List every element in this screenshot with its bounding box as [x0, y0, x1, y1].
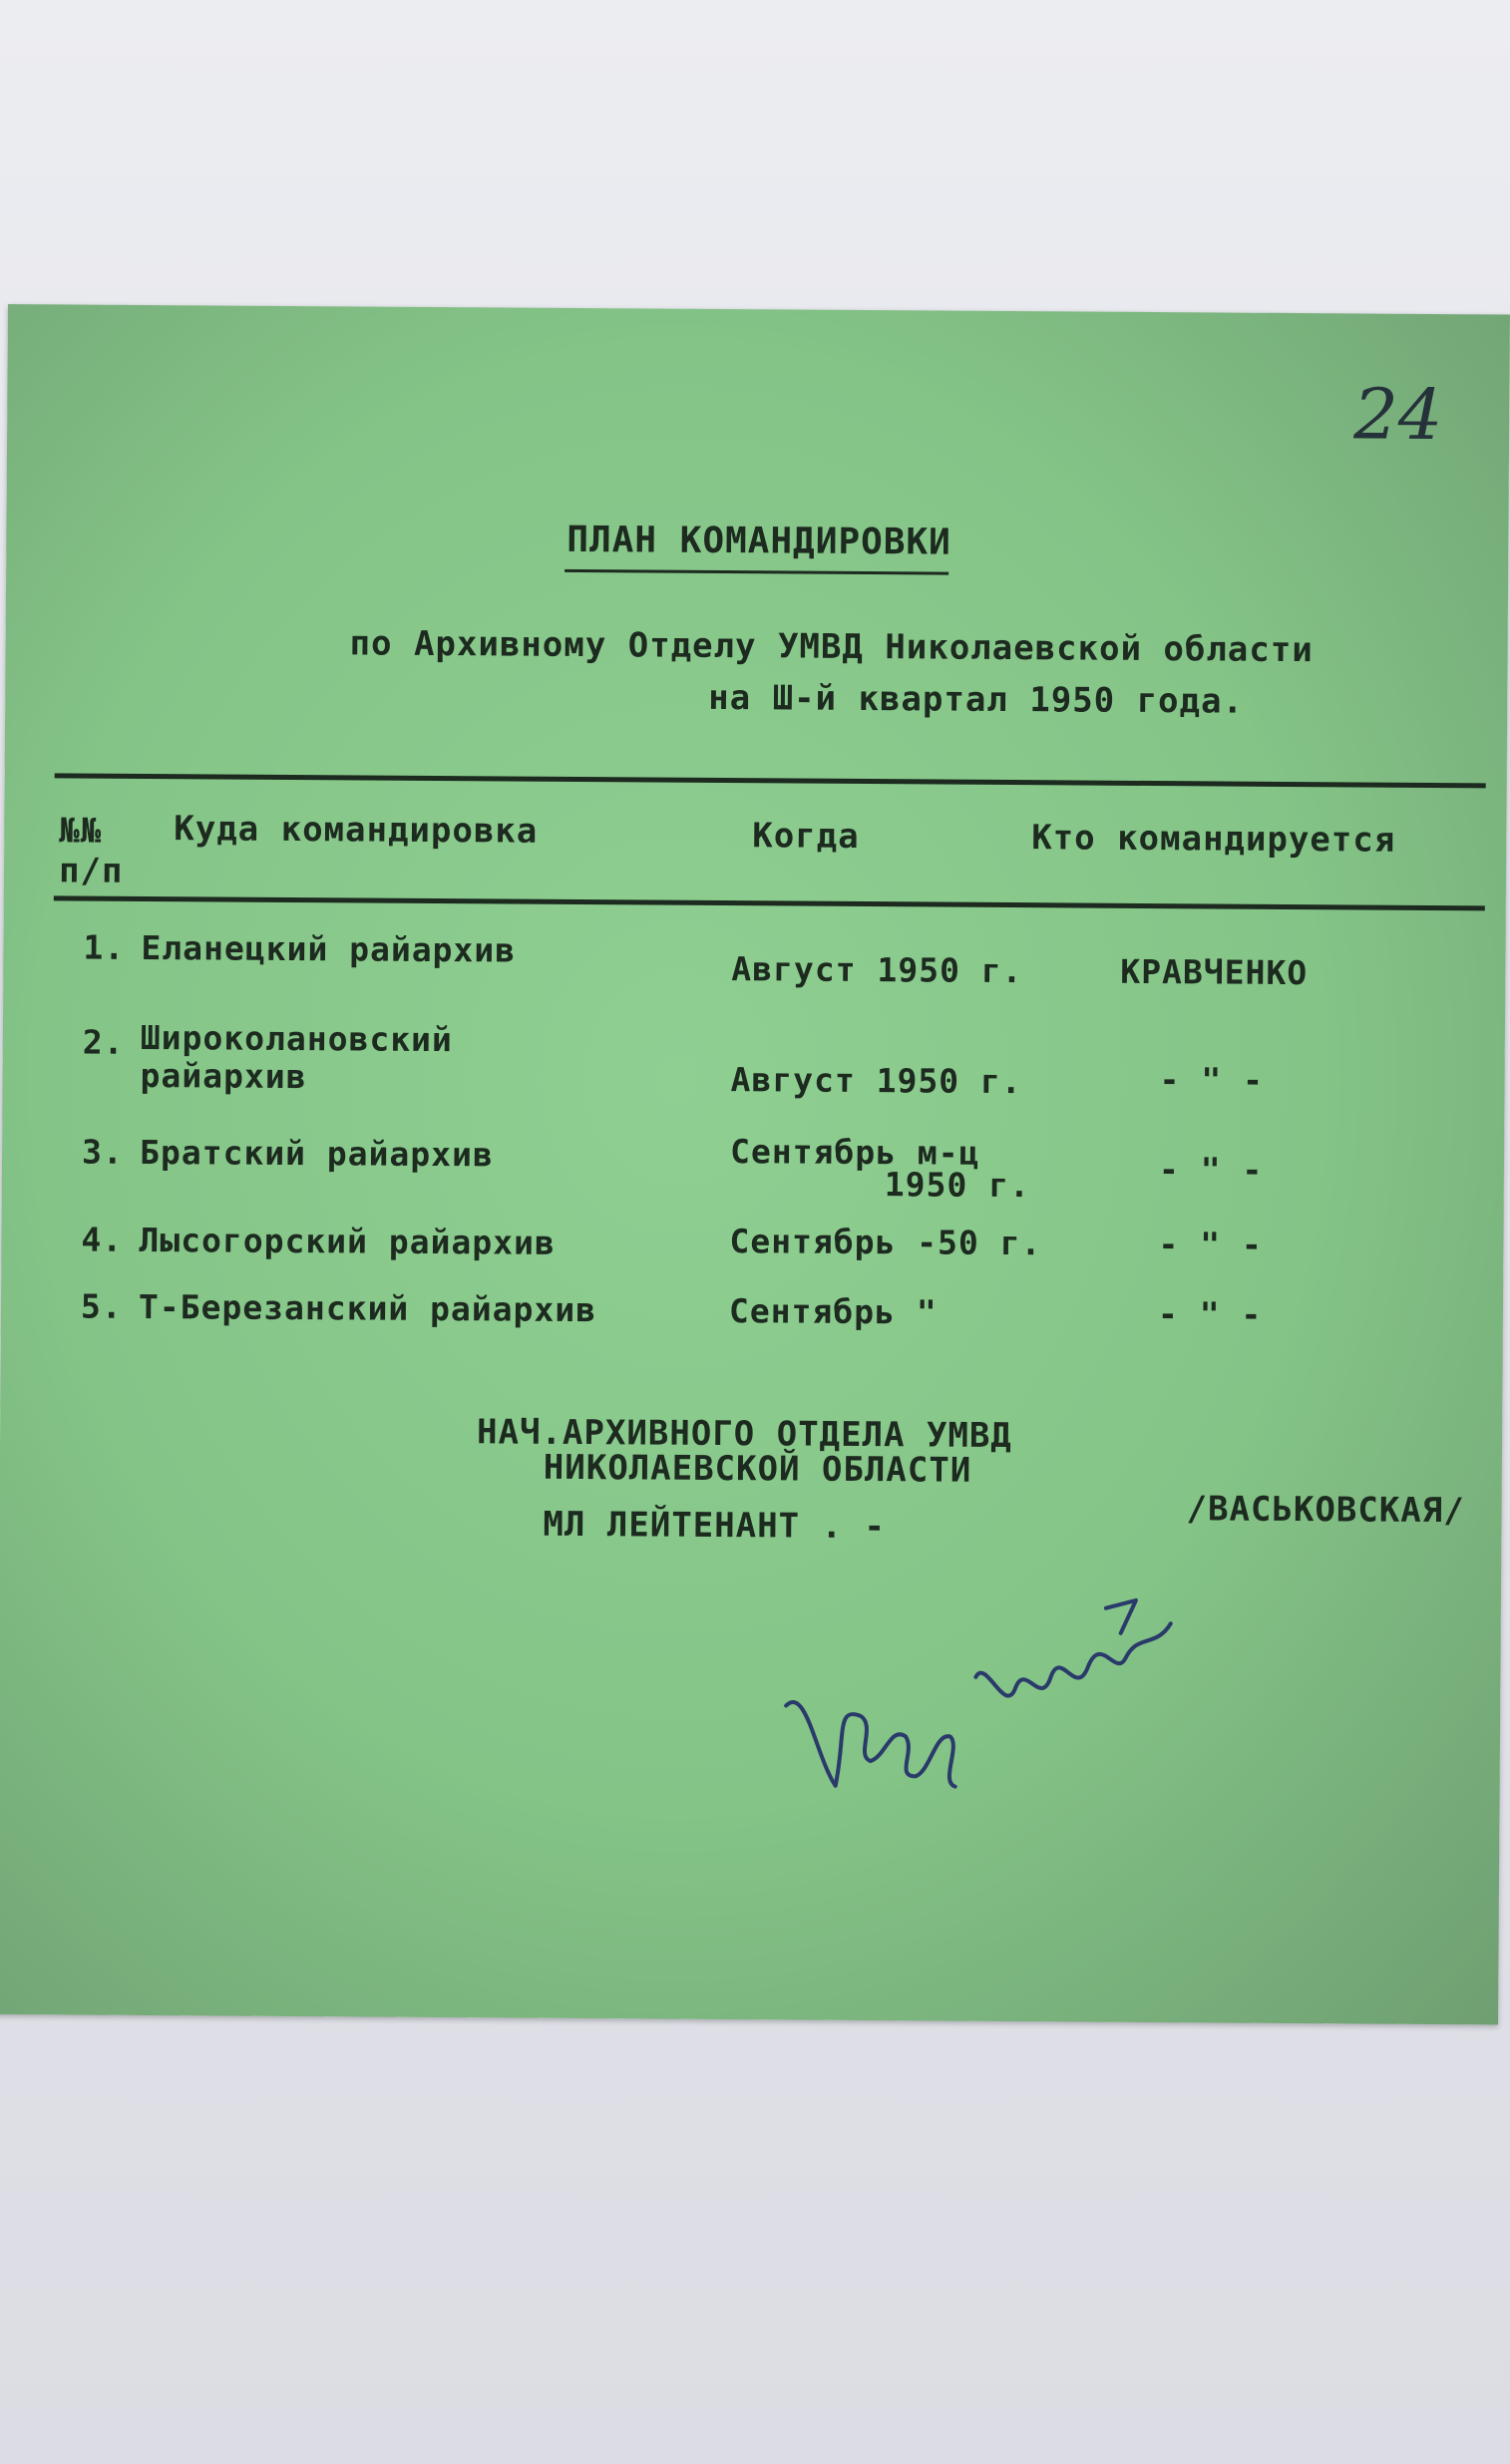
signatory-title-line2: НИКОЛАЕВСКОЙ ОБЛАСТИ — [543, 1447, 972, 1491]
row-destination: Т-Березанский райархив — [138, 1286, 597, 1330]
header-who: Кто командируется — [1031, 818, 1396, 861]
row-when: Сентябрь -50 г. — [729, 1222, 1042, 1263]
row-number: 1. — [83, 927, 126, 967]
signatory-title-line1: НАЧ.АРХИВНОГО ОТДЕЛА УМВД — [476, 1412, 1012, 1457]
title-underline — [565, 569, 948, 575]
document-subtitle-line1: по Архивному Отделу УМВД Николаевской области — [349, 623, 1314, 671]
row-when: Сентябрь м-ц — [729, 1132, 980, 1173]
signatory-rank: МЛ ЛЕЙТЕНАНТ . - — [543, 1504, 887, 1548]
handwritten-signature — [775, 1585, 1196, 1848]
row-destination-cont: райархив — [140, 1055, 307, 1097]
row-number: 3. — [81, 1132, 124, 1172]
header-destination: Куда командировка — [174, 809, 539, 852]
row-destination: Широколановский — [140, 1017, 454, 1060]
row-number: 2. — [82, 1022, 125, 1062]
row-who: - " - — [1158, 1150, 1264, 1190]
signatory-name: /ВАСЬКОВСКАЯ/ — [1186, 1489, 1465, 1532]
row-who: КРАВЧЕНКО — [1120, 951, 1309, 993]
document-sheet — [0, 304, 1510, 2024]
header-when: Когда — [752, 816, 860, 857]
document-subtitle-line2: на Ш-й квартал 1950 года. — [708, 677, 1245, 722]
page-number: 24 — [1352, 373, 1443, 457]
header-number-sub: п/п — [58, 851, 124, 891]
document-title: ПЛАН КОМАНДИРОВКИ — [566, 519, 951, 563]
row-when: Август 1950 г. — [731, 949, 1023, 991]
row-destination: Еланецкий райархив — [141, 927, 517, 970]
row-when: Сентябрь " — [728, 1291, 938, 1332]
row-who: - " - — [1158, 1225, 1263, 1264]
table-header-rule — [54, 895, 1485, 910]
row-when-cont: 1950 г. — [884, 1165, 1031, 1206]
row-destination: Лысогорский райархив — [139, 1220, 556, 1262]
row-destination: Братский райархив — [139, 1132, 494, 1175]
table-top-rule — [55, 773, 1486, 788]
row-when: Август 1950 г. — [730, 1060, 1022, 1102]
header-number: №№ — [59, 811, 103, 852]
row-number: 4. — [81, 1220, 124, 1259]
row-who: - " - — [1157, 1294, 1263, 1334]
row-who: - " - — [1159, 1060, 1265, 1100]
row-number: 5. — [80, 1286, 123, 1326]
